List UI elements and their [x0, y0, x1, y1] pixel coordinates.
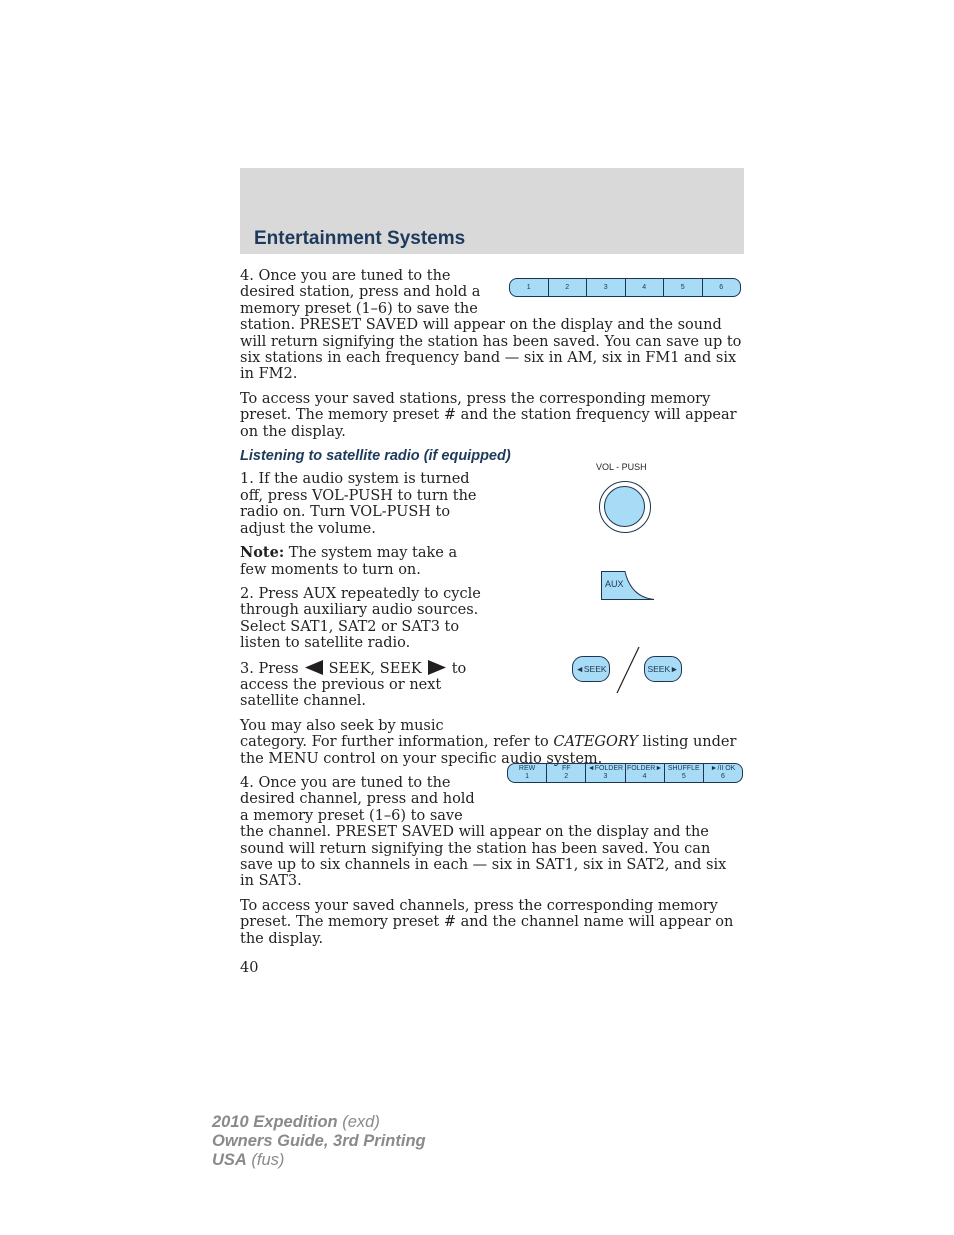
note-label: Note: — [240, 544, 285, 562]
body-text — [240, 268, 744, 955]
step-1-paragraph: 1. If the audio system is turned off, press VOL-PUSH to turn the radio on. Turn VOL-PUSH to adjust the volume. — [240, 471, 477, 537]
note-paragraph — [240, 545, 485, 578]
step-4-paragraph: 4. Once you are tuned to the desired channel, press and hold a memory preset (1–6) to save the channel. PRESET SAVED will appear on the display and the sound will return signifying the station has been saved. You can save up to six channels in each — six in SAT1, six in SAT2, and six in SAT3. — [240, 775, 744, 890]
cd-key: REW 1 — [518, 765, 536, 780]
seek-back-arrow-icon — [305, 660, 323, 675]
cd-key: FOLDER► 4 — [625, 764, 664, 782]
preset-access-paragraph: To access your saved stations, press the corresponding memory preset. The memory preset # and the station frequency will appear on the display. — [240, 390, 737, 440]
cd-key: ►/II OK 6 — [703, 764, 742, 782]
aux-label: AUX — [605, 579, 624, 589]
preset-key: 5 — [663, 279, 702, 296]
cd-key: ◄FOLDER 3 — [585, 764, 624, 782]
preset-key: 1 — [526, 283, 531, 291]
wrap-spacer — [488, 268, 744, 317]
note-text: The system may take a few moments to turn on. — [240, 545, 458, 578]
section-header-band — [240, 168, 744, 254]
wrap-spacer — [482, 775, 744, 824]
cd-key: SHUFFLE 5 — [664, 764, 703, 782]
preset-key: 3 — [586, 279, 625, 296]
document-footer: 2010 Expedition (exd) Owners Guide, 3rd Printing USA (fus) — [212, 1113, 426, 1169]
seek-forward-button: SEEK► — [644, 656, 682, 682]
page-number: 40 — [240, 960, 259, 976]
preset-save-paragraph: 4. Once you are tuned to the desired station, press and hold a memory preset (1–6) to save the station. PRESET SAVED will appear on the display and the sound will return signifying the station has been saved. You can save up to six stations in each frequency band — six in AM, six in FM1 and six in FM2. — [240, 268, 744, 383]
seek-category-paragraph: You may also seek by music category. For further information, refer to CATEGORY listing under the MENU control on your specific audio system. — [240, 718, 744, 767]
seek-forward-arrow-icon — [428, 660, 446, 675]
wrap-spacer — [494, 718, 744, 734]
section-title: Entertainment Systems — [254, 228, 466, 249]
preset-key: 6 — [702, 279, 741, 296]
step-3-paragraph: 3. Press SEEK, SEEK to access the previous or next satellite channel. — [240, 660, 467, 710]
seek-back-button: ◄SEEK — [572, 656, 610, 682]
channel-access-paragraph: To access your saved channels, press the corresponding memory preset. The memory preset # and the channel name will appear on the display. — [240, 897, 734, 947]
preset-key: 2 — [548, 279, 587, 296]
vol-push-label: VOL - PUSH — [596, 462, 647, 472]
cd-key: FF 2 — [546, 764, 585, 782]
satellite-subheading: Listening to satellite radio (if equipped) — [240, 448, 511, 465]
step-2-paragraph: 2. Press AUX repeatedly to cycle through auxiliary audio sources. Select SAT1, SAT2 or SAT3 to listen to satellite radio. — [240, 585, 481, 652]
preset-key: 4 — [625, 279, 664, 296]
